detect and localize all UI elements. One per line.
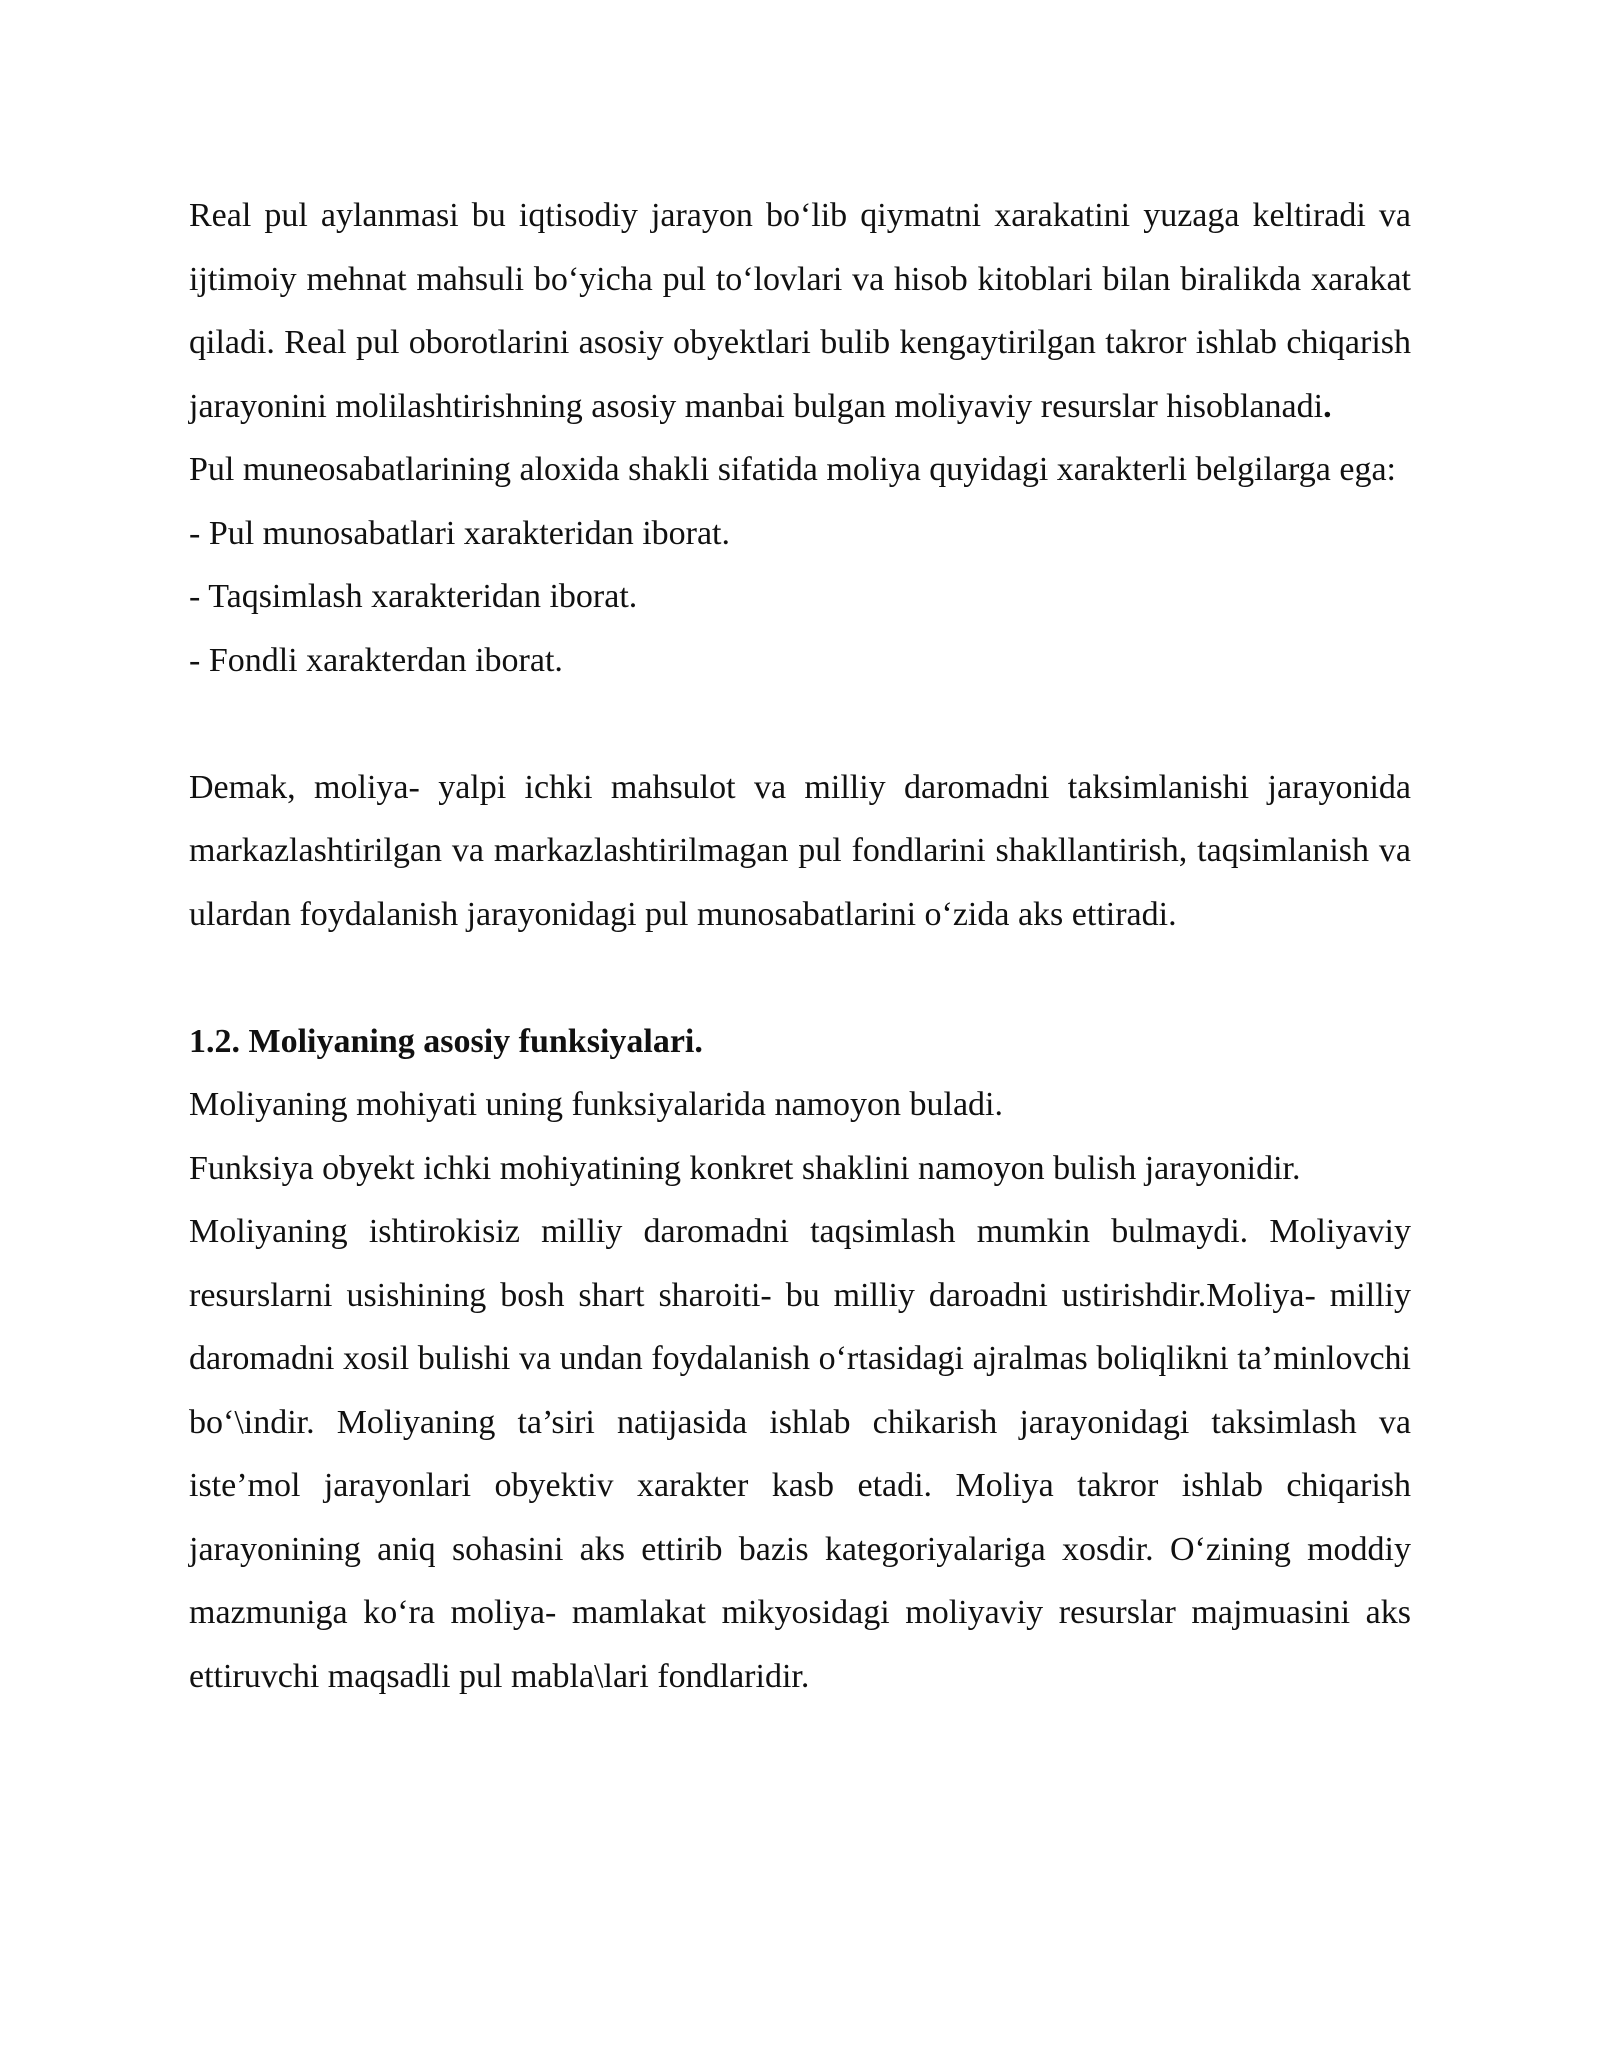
list-item: - Taqsimlash xarakteridan iborat. [189, 578, 638, 615]
document-page [189, 184, 1411, 1708]
paragraph-mohiyat: Moliyaning mohiyati uning funksiyalarida namoyon buladi. [189, 1086, 1003, 1123]
paragraph-pul-muneosabat: Pul muneosabatlarining aloxida shakli sifatida moliya quyidagi xarakterli belgilarga ega: [189, 451, 1396, 488]
blank-line [189, 946, 1411, 1010]
section-heading: 1.2. Moliyaning asosiy funksiyalari. [189, 1022, 703, 1060]
blank-line [189, 692, 1411, 756]
list-item: - Fondli xarakterdan iborat. [189, 641, 563, 679]
list-item: - Pul munosabatlari xarakteridan iborat. [189, 514, 730, 552]
paragraph-real-pul [189, 184, 1411, 438]
paragraph-funksiya: Funksiya obyekt ichki mohiyatining konkret shaklini namoyon bulish jarayonidir. [189, 1149, 1301, 1187]
paragraph-real-pul-text: Real pul aylanmasi bu iqtisodiy jarayon bo‘lib qiymatni xarakatini yuzaga keltiradi va ijtimoiy mehnat mahsuli bo‘yicha pul to‘lovlari va hisob kitoblari bilan biralikda xarakat qiladi. Real pul oborotlarini asosiy obyektlari bulib kengaytirilgan takror ishlab chiqarish jarayonini molilashtirishning asosiy manbai bulgan moliyaviy resurslar hisoblanadi [189, 197, 1411, 425]
paragraph-real-pul-period: . [1323, 387, 1332, 425]
paragraph-demak: Demak, moliya- yalpi ichki mahsulot va milliy daromadni taksimlanishi jarayonida markazlashtirilgan va markazlashtirilmagan pul fondlarini shakllantirish, taqsimlanish va ulardan foydalanish jarayonidagi pul munosabatlarini o‘zida aks ettiradi. [189, 768, 1411, 933]
paragraph-ishtirok: Moliyaning ishtirokisiz milliy daromadni taqsimlash mumkin bulmaydi. Moliyaviy resurslarni usishining bosh shart sharoiti- bu milliy daroadni ustirishdir.Moliya- milliy daromadni xosil bulishi va undan foydalanish o‘rtasidagi ajralmas boliqlikni ta’minlovchi bo‘\indir. Moliyaning ta’siri natijasida ishlab chikarish jarayonidagi taksimlash va iste’mol jarayonlari obyektiv xarakter kasb etadi. Moliya takror ishlab chiqarish jarayonining aniq sohasini aks ettirib bazis kategoriyalariga xosdir. O‘zining moddiy mazmuniga ko‘ra moliya- mamlakat mikyosidagi moliyaviy resurslar majmuasini aks ettiruvchi maqsadli pul mabla\lari fondlaridir. [189, 1213, 1411, 1695]
